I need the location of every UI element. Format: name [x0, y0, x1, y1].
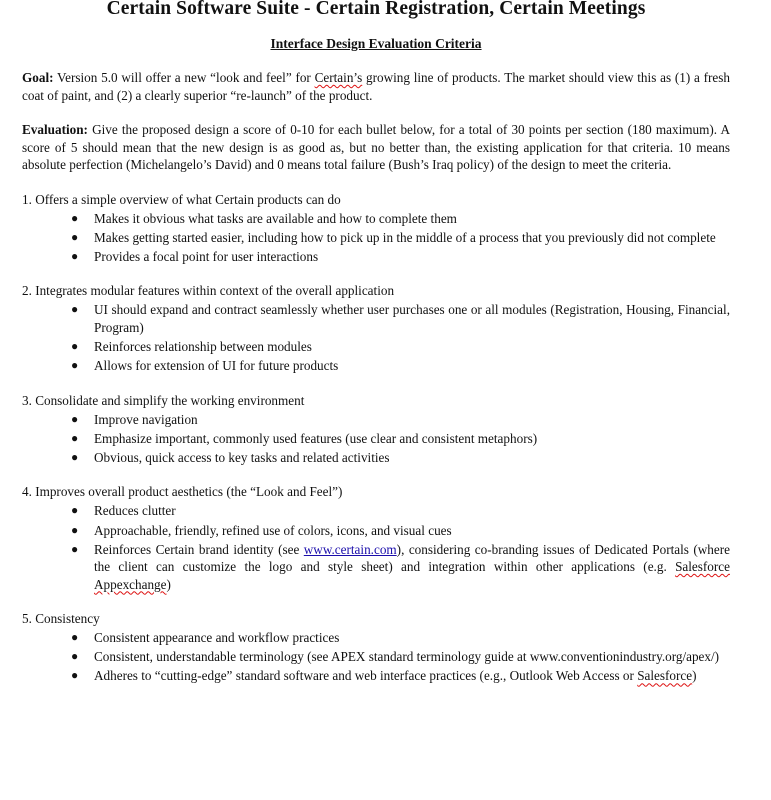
- evaluation-text: Give the proposed design a score of 0-10 for each bullet below, for a total of 30 points per section (180 maximum). A score of 5 should mean that the new design is as good as, but no better than, the existing application for that criteria. 10 means absolute perfection (Michelangelo’s David) and 0 means total failure (Bush’s Iraq policy) of the design to meet the criteria.: [22, 122, 730, 172]
- list-item-text: Makes it obvious what tasks are available and how to complete them: [94, 210, 457, 226]
- list-item: [22, 411, 730, 429]
- list-item-text: Obvious, quick access to key tasks and related activities: [94, 449, 390, 465]
- bullet-list: [22, 502, 730, 593]
- list-item: [22, 301, 730, 336]
- section-3: [22, 392, 730, 467]
- list-item-text-1: Adheres to “cutting-edge” standard software and web interface practices (e.g., Outlook Web Access or: [94, 668, 638, 684]
- list-item-text-3: ): [166, 576, 171, 592]
- spellcheck-word: Salesforce Appexchange: [94, 559, 730, 592]
- list-item-text: Consistent, understandable terminology (see APEX standard terminology guide at www.conventionindustry.org/apex/): [94, 649, 720, 665]
- list-item-text: Reduces clutter: [94, 503, 176, 519]
- list-item-text: UI should expand and contract seamlessly whether user purchases one or all modules (Registration, Housing, Financial, Program): [94, 302, 730, 335]
- bullet-list: [22, 629, 730, 685]
- list-item-text-2: ), considering co-branding issues of Dedicated Portals (where the client can customize the logo and style sheet) and integration within other applications (e.g.: [94, 541, 730, 575]
- list-item: [22, 338, 730, 356]
- section-4: [22, 483, 730, 593]
- bullet-list: [22, 411, 730, 467]
- section-5: [22, 610, 730, 685]
- bullet-icon: ●: [71, 411, 79, 426]
- list-item: [22, 541, 730, 594]
- section-title: 1. Offers a simple overview of what Certain products can do: [22, 191, 341, 207]
- certain-website-link[interactable]: www.certain.com: [303, 541, 397, 557]
- bullet-icon: ●: [71, 668, 79, 683]
- list-item: [22, 248, 730, 266]
- bullet-icon: ●: [71, 430, 79, 445]
- bullet-list: [22, 301, 730, 374]
- goal-text-2: growing line of products. The market should view this as (1) a fresh coat of paint, and (2) a clearly superior “re-launch” of the product.: [22, 70, 730, 103]
- bullet-icon: ●: [71, 630, 79, 645]
- bullet-icon: ●: [71, 302, 79, 317]
- list-item-text: Makes getting started easier, including how to pick up in the middle of a process that you previously did not complete: [94, 229, 716, 245]
- list-item: [22, 449, 730, 467]
- section-title: 2. Integrates modular features within context of the overall application: [22, 283, 395, 299]
- spellcheck-word: Salesforce: [637, 668, 693, 684]
- bullet-icon: ●: [71, 449, 79, 464]
- evaluation-paragraph: [22, 121, 730, 174]
- list-item-text: Provides a focal point for user interactions: [94, 248, 319, 264]
- list-item-text: Consistent appearance and workflow practices: [94, 630, 340, 646]
- bullet-icon: ●: [71, 229, 79, 244]
- list-item: [22, 629, 730, 647]
- bullet-icon: ●: [71, 248, 79, 263]
- bullet-icon: ●: [71, 522, 79, 537]
- list-item-text: Allows for extension of UI for future products: [94, 358, 339, 374]
- section-2: [22, 282, 730, 374]
- goal-paragraph: [22, 69, 730, 104]
- document-title: Certain Software Suite - Certain Registration, Certain Meetings: [106, 0, 646, 19]
- list-item-text-2: ): [692, 668, 697, 684]
- list-item-text: Approachable, friendly, refined use of colors, icons, and visual cues: [94, 522, 452, 538]
- list-item: [22, 502, 730, 520]
- bullet-icon: ●: [71, 358, 79, 373]
- list-item: [22, 522, 730, 540]
- list-item-text: Improve navigation: [94, 411, 198, 427]
- document-page: [22, 0, 730, 685]
- list-item: [22, 667, 730, 685]
- bullet-icon: ●: [71, 338, 79, 353]
- list-item-text-1: Reinforces Certain brand identity (see: [94, 541, 304, 557]
- list-item: [22, 430, 730, 448]
- list-item: [22, 210, 730, 228]
- evaluation-label: Evaluation:: [22, 122, 88, 137]
- list-item-text: Reinforces relationship between modules: [94, 338, 312, 354]
- goal-label: Goal:: [22, 70, 54, 85]
- section-1: [22, 191, 730, 266]
- section-title: 5. Consistency: [22, 611, 100, 627]
- document-subtitle: Interface Design Evaluation Criteria: [270, 36, 482, 51]
- goal-text-1: Version 5.0 will offer a new “look and feel” for: [53, 70, 315, 85]
- list-item: [22, 648, 730, 666]
- list-item: [22, 229, 730, 247]
- bullet-icon: ●: [71, 541, 79, 556]
- bullet-list: [22, 210, 730, 266]
- list-item: [22, 357, 730, 375]
- section-title: 3. Consolidate and simplify the working environment: [22, 392, 305, 408]
- bullet-icon: ●: [71, 210, 79, 225]
- section-title: 4. Improves overall product aesthetics (the “Look and Feel”): [22, 484, 343, 500]
- bullet-icon: ●: [71, 503, 79, 518]
- goal-spellcheck-word: Certain’s: [314, 70, 363, 85]
- bullet-icon: ●: [71, 649, 79, 664]
- list-item-text: Emphasize important, commonly used features (use clear and consistent metaphors): [94, 430, 538, 446]
